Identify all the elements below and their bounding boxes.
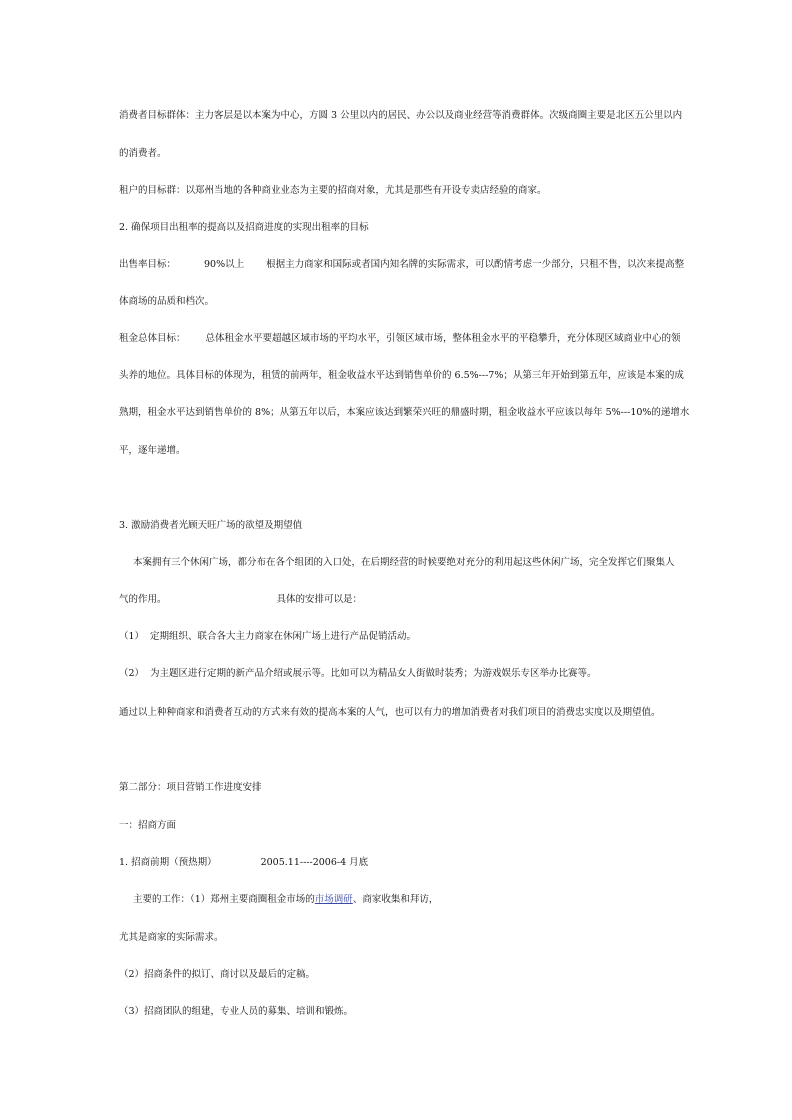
list-item-2-number: （2） — [119, 668, 145, 679]
work-item-2: （2）招商条件的拟订、商讨以及最后的定稿。 — [119, 969, 316, 980]
sale-rate-label: 出售率目标： — [119, 259, 177, 270]
list-item-2 — [119, 668, 597, 680]
target-consumers-line-1: 消费者目标群体：主力客层是以本案为中心，方圆 3 公里以内的居民、办公以及商业经营等消费群体。次级商圈主要是北区五公里以内 — [119, 110, 683, 121]
rent-line-2: 头养的地位。具体目标的体现为，租赁的前两年，租金收益水平达到销售单价的 6.5%---7%；从第三年开始到第五年，应该是本案的成 — [119, 370, 684, 381]
list-item-1 — [119, 631, 416, 643]
rent-line-4: 平，逐年递增。 — [119, 445, 186, 456]
rent-label: 租金总体目标： — [119, 333, 186, 344]
list-item-1-text: 定期组织、联合各大主力商家在休闲广场上进行产品促销活动。 — [150, 631, 417, 642]
phase-1-line — [119, 857, 368, 869]
plaza-text-2b: 具体的安排可以是： — [276, 594, 363, 605]
plaza-line-2 — [119, 594, 362, 606]
phase-1-label: 1. 招商前期（预热期） — [119, 857, 217, 868]
part-2-heading: 第二部分：项目营销工作进度安排 — [119, 782, 262, 793]
summary-line: 通过以上种种商家和消费者互动的方式来有效的提高本案的人气，也可以有力的增加消费者对我们项目的消费忠实度以及期望值。 — [119, 707, 661, 718]
rent-line-1 — [119, 333, 681, 345]
main-work-suffix: 、商家收集和拜访， — [352, 894, 439, 905]
plaza-text-2a: 气的作用。 — [119, 594, 167, 605]
main-work-continuation: 尤其是商家的实际需求。 — [119, 932, 224, 943]
sale-rate-line-2: 体商场的品质和档次。 — [119, 296, 215, 307]
rent-text-1: 总体租金水平要超越区域市场的平均水平，引领区域市场，整体租金水平的平稳攀升，充分体现区域商业中心的领 — [205, 333, 681, 344]
section-2-heading: 2. 确保项目出租率的提高以及招商进度的实现出租率的目标 — [119, 222, 369, 233]
list-item-2-text: 为主题区进行定期的新产品介绍或展示等。比如可以为精品女人街做时装秀；为游戏娱乐专区举办比赛等。 — [150, 668, 597, 679]
section-3-heading: 3. 激励消费者光顾天旺广场的欲望及期望值 — [119, 520, 303, 531]
tenant-targets-line: 租户的目标群：以郑州当地的各种商业业态为主要的招商对象，尤其是那些有开设专卖店经验的商家。 — [119, 185, 547, 196]
rent-line-3: 熟期，租金水平达到销售单价的 8%；从第五年以后，本案应该达到繁荣兴旺的鼎盛时期，租金收益水平应该以每年 5%---10%的递增水 — [119, 407, 690, 418]
sale-rate-line — [119, 259, 684, 271]
sale-rate-text: 根据主力商家和国际或者国内知名牌的实际需求，可以酌情考虑一少部分，只租不售，以次来提高整 — [266, 259, 685, 270]
main-work-prefix: 主要的工作：（1）郑州主要商圈租金市场的 — [133, 894, 315, 905]
market-research-link[interactable]: 市场调研 — [314, 894, 353, 905]
work-item-3: （3）招商团队的组建，专业人员的募集、培训和锻炼。 — [119, 1006, 354, 1017]
target-consumers-line-2: 的消费者。 — [119, 148, 167, 159]
plaza-line-1: 本案拥有三个休闲广场，都分布在各个组团的入口处，在后期经营的时候要绝对充分的利用起这些休闲广场，完全发挥它们聚集人 — [133, 557, 675, 568]
main-work-line — [133, 894, 438, 906]
sale-rate-value: 90%以上 — [204, 259, 245, 270]
phase-1-dates: 2005.11----2006-4 月底 — [260, 857, 369, 868]
part-2-subheading: 一：招商方面 — [119, 820, 177, 831]
list-item-1-number: （1） — [119, 631, 145, 642]
